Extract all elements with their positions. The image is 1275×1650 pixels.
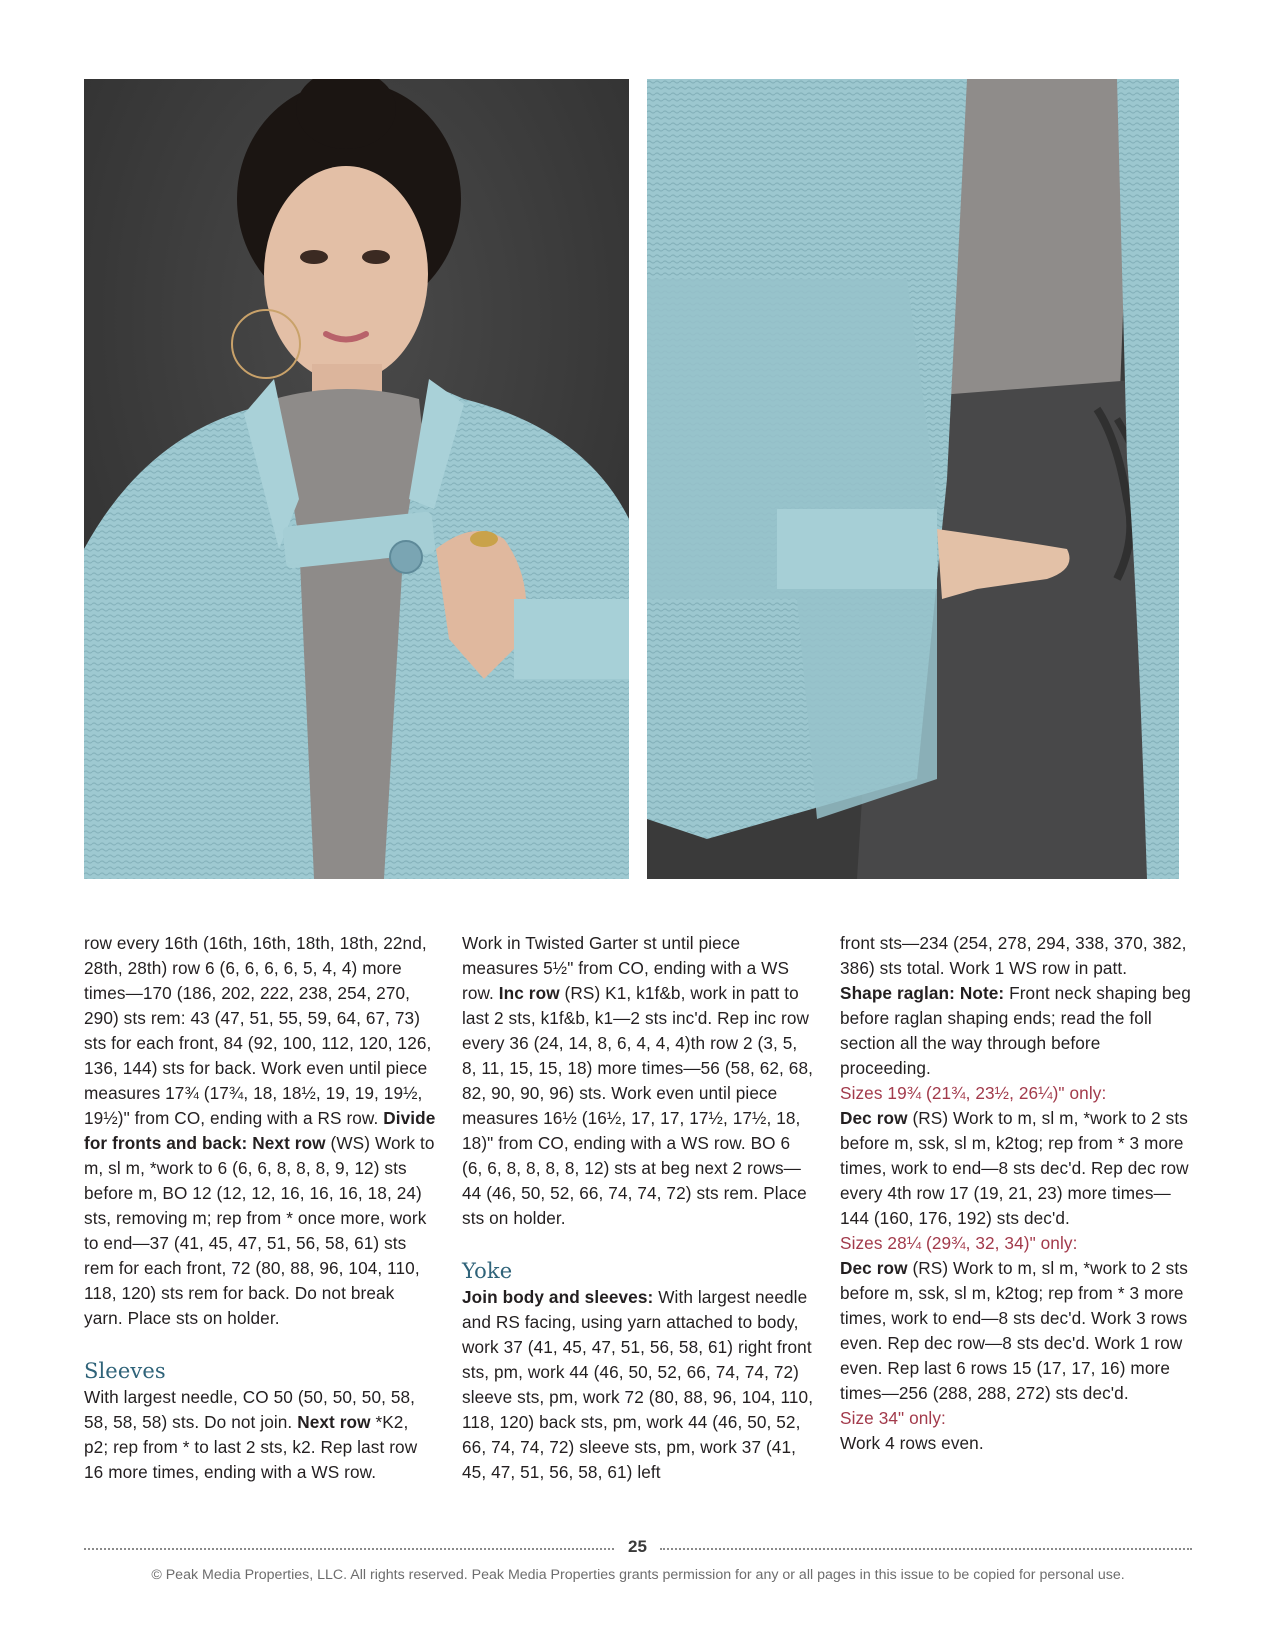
section-heading-yoke: Yoke [462,1259,513,1283]
page-number: 25 [628,1537,647,1556]
paragraph-text: With largest needle and RS facing, using yarn attached to body, work 37 (41, 45, 47, 51, 56, 58, 61) right front sts, pm, work 44 (46, 50, 52, 66, 74, 74, 72) sleeve sts, pm, work 72 (80, 88, 96, 104, 110, 118, 120) back sts, pm, work 44 (46, 50, 52, 66, 74, 74, 72) sleeve sts, pm, work 37 (41, 45, 47, 51, 56, 58, 61) left [462,1287,814,1482]
photo-model-detail-illustration [647,79,1179,879]
size-label-1: Sizes 19¾ (21¾, 23½, 26¼)" only: [840,1083,1107,1103]
paragraph-text: With largest needle, CO 50 (50, 50, 50, 58, 58, 58, 58) sts. Do not join. [84,1387,416,1432]
text-column-1 [84,931,436,1485]
paragraph-text: (RS) Work to m, sl m, *work to 2 sts before m, ssk, sl m, k2tog; rep from * 3 more times, work to end—8 sts dec'd. Work 3 rows even. Rep dec row—8 sts dec'd. Work 1 row even. Rep last 6 rows 15 (17, 17, 16) more times—256 (288, 288, 272) sts dec'd. [840,1258,1188,1403]
paragraph-dec-row-2 [840,1256,1196,1406]
photo-model-front-illustration [84,79,629,879]
footer-rule-right [660,1548,1192,1550]
paragraph-body-divide [84,931,436,1331]
section-heading-sleeves: Sleeves [84,1359,166,1383]
paragraph-sleeve-shaping [462,931,814,1231]
paragraph-yoke [462,1285,814,1485]
instruction-label: Join body and sleeves: [462,1287,654,1307]
instruction-label: Next row [297,1412,371,1432]
instruction-label: Dec row [840,1258,908,1278]
photo-model-front [84,79,629,879]
paragraph-front-sts: front sts—234 (254, 278, 294, 338, 370, 382, 386) sts total. Work 1 WS row in patt. [840,933,1187,978]
paragraph-work-even: Work 4 rows even. [840,1433,984,1453]
paragraph-shape-raglan [840,981,1196,1081]
paragraph-sleeves [84,1385,436,1485]
paragraph-dec-row-1 [840,1106,1196,1231]
paragraph-text: (RS) K1, k1f&b, work in patt to last 2 sts, k1f&b, k1—2 sts inc'd. Rep inc row every 36 (24, 14, 8, 6, 4, 4, 4)th row 2 (3, 5, 8, 11, 15, 15, 18) more times—56 (58, 62, 68, 82, 90, 90, 96) sts. Work even until piece measures 16½ (16½, 17, 17, 17½, 17½, 18, 18)" from CO, ending with a WS row. BO 6 (6, 6, 8, 8, 8, 8, 12) sts at beg next 2 rows—44 (46, 50, 52, 66, 74, 74, 72) sts rem. Place sts on holder. [462,983,813,1228]
text-column-2 [462,931,814,1485]
instruction-label: Divide for fronts and back: Next row [84,1108,436,1153]
footer-rule-left [84,1548,614,1550]
size-label-2: Sizes 28¼ (29¾, 32, 34)" only: [840,1233,1078,1253]
size-label-3: Size 34" only: [840,1408,946,1428]
paragraph-text: *K2, p2; rep from * to last 2 sts, k2. Rep last row 16 more times, ending with a WS row. [84,1412,418,1482]
photo-model-detail [647,79,1179,879]
instruction-label: Shape raglan: Note: [840,983,1005,1003]
paragraph-text: row every 16th (16th, 16th, 18th, 18th, 22nd, 28th, 28th) row 6 (6, 6, 6, 6, 5, 4, 4) more times—170 (186, 202, 222, 238, 254, 270, 290) sts rem: 43 (47, 51, 55, 59, 64, 67, 73) sts for each front, 84 (92, 100, 112, 120, 126, 136, 144) sts for back. Work even until piece measures 17¾ (17¾, 18, 18½, 19, 19, 19½, 19½)" from CO, ending with a RS row. [84,933,432,1128]
paragraph-text: Work in Twisted Garter st until piece measures 5½" from CO, ending with a WS row. [462,933,790,1003]
copyright-notice: © Peak Media Properties, LLC. All rights reserved. Peak Media Properties grants permission for any or all pages in this issue to be copied for personal use. [151,1567,1125,1583]
instruction-label: Dec row [840,1108,908,1128]
paragraph-text: (WS) Work to m, sl m, *work to 6 (6, 6, 8, 8, 8, 9, 12) sts before m, BO 12 (12, 12, 16, 16, 16, 18, 24) sts, removing m; rep from * once more, work to end—37 (41, 45, 47, 51, 56, 58, 61) sts rem for each front, 72 (80, 88, 96, 104, 110, 118, 120) sts rem for back. Do not break yarn. Place sts on holder. [84,1133,435,1328]
paragraph-text: Front neck shaping beg before raglan shaping ends; read the foll section all the way through before proceeding. [840,983,1191,1078]
paragraph-text: (RS) Work to m, sl m, *work to 2 sts before m, ssk, sl m, k2tog; rep from * 3 more times, work to end—8 sts dec'd. Rep dec row every 4th row 17 (19, 21, 23) more times—144 (160, 176, 192) sts dec'd. [840,1108,1189,1228]
instruction-label: Inc row [498,983,560,1003]
text-column-3 [840,931,1196,1456]
